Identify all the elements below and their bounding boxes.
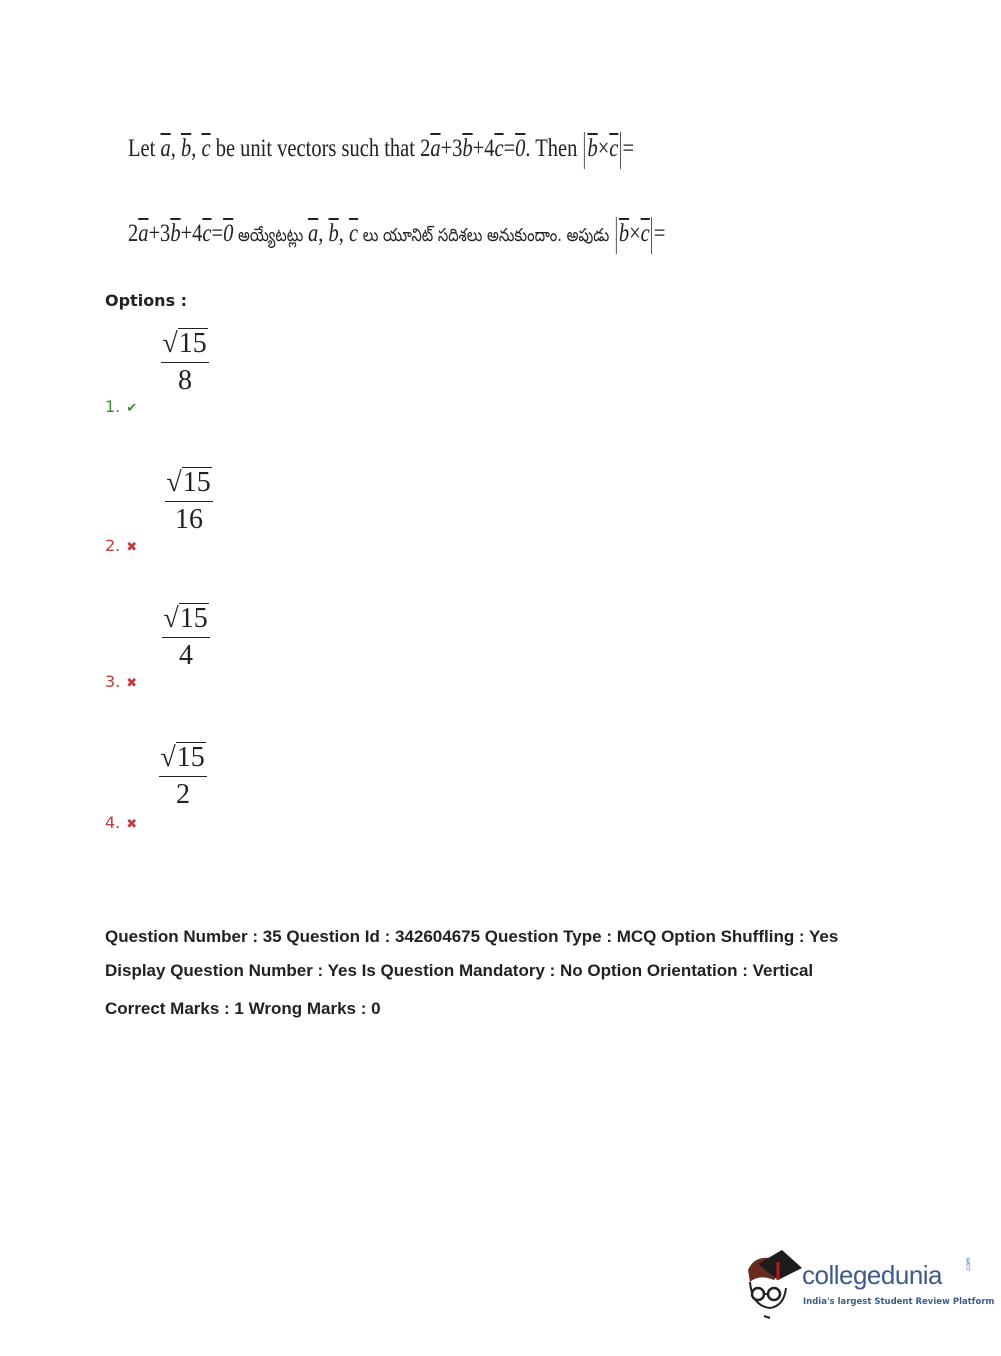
vector-symbol: $\overline{b}$ (328, 220, 339, 247)
radical-sign: √ (163, 603, 179, 634)
vector-symbol: $\overline{a}$ (307, 220, 319, 247)
logo-suffix: .com (965, 1257, 972, 1272)
magnitude-expression (584, 132, 621, 169)
option-number: 1. (105, 397, 121, 416)
telugu-text: అయ్యేటట్లు (233, 225, 308, 246)
math-text: = (622, 135, 635, 162)
option-4[interactable] (105, 734, 405, 834)
mascot-icon (744, 1250, 804, 1320)
cross-icon: ✖ (126, 540, 138, 555)
radicand: 15 (182, 467, 211, 498)
math-text: . Then (525, 135, 583, 162)
cross-icon: ✖ (126, 817, 138, 832)
math-text: +3 (148, 220, 171, 247)
options-label: Options : (105, 291, 188, 310)
vector-symbol: $\overline{c}$ (640, 220, 650, 247)
radical-sign: √ (160, 742, 176, 773)
vector-symbol: $\overline{c}$ (494, 135, 504, 162)
denominator: 2 (176, 779, 190, 810)
magnitude-expression (616, 217, 653, 254)
vector-symbol: $\overline{b}$ (180, 135, 192, 162)
math-text: , (191, 135, 202, 162)
vector-symbol: $\overline{c}$ (609, 135, 619, 162)
option-1[interactable] (105, 318, 405, 418)
cross-icon: ✖ (126, 676, 138, 691)
math-text: = (503, 135, 516, 162)
vector-symbol: $\overline{b}$ (170, 220, 181, 247)
vector-symbol: 0 (223, 220, 234, 247)
math-text: , (318, 220, 329, 247)
radicand: 15 (179, 603, 208, 634)
option-3[interactable] (105, 593, 405, 693)
math-text: = (653, 220, 666, 247)
option-number: 2. (105, 536, 121, 555)
vector-symbol: $\overline{b}$ (587, 135, 598, 162)
denominator: 16 (175, 504, 203, 535)
logo-brand: collegedunia (802, 1260, 943, 1290)
option-fraction (159, 742, 207, 810)
math-text: , (170, 135, 181, 162)
option-2[interactable] (105, 457, 405, 557)
math-text: +4 (180, 220, 203, 247)
radical-sign: √ (162, 328, 178, 359)
question-english (128, 132, 634, 169)
radicand: 15 (178, 328, 207, 359)
math-text: × (629, 220, 641, 247)
option-number: 4. (105, 813, 121, 832)
radicand: 15 (176, 742, 205, 773)
telugu-text: లు యూనిట్ సదిశలు అనుకుందాం. అపుడు (358, 225, 614, 246)
collegedunia-logo (744, 1250, 995, 1320)
vector-symbol: 0 (515, 135, 526, 162)
math-text: +4 (472, 135, 495, 162)
denominator: 4 (179, 640, 193, 671)
math-text: 2 (128, 220, 139, 247)
math-text: +3 (440, 135, 463, 162)
vector-symbol: $\overline{c}$ (348, 220, 359, 247)
option-fraction (161, 328, 209, 396)
vector-symbol: $\overline{c}$ (202, 220, 212, 247)
math-text: be unit vectors such that 2 (210, 135, 431, 162)
question-meta-line-3: Correct Marks : 1 Wrong Marks : 0 (105, 999, 381, 1018)
question-meta-line-1: Question Number : 35 Question Id : 342604675 Question Type : MCQ Option Shuffling : Yes (105, 927, 839, 946)
math-text: × (597, 135, 610, 162)
question-telugu (128, 217, 665, 254)
question-meta-line-2: Display Question Number : Yes Is Question Mandatory : No Option Orientation : Vertical (105, 961, 814, 980)
check-icon: ✔ (126, 401, 138, 416)
denominator: 8 (178, 365, 192, 396)
vector-symbol: $\overline{a}$ (430, 135, 441, 162)
math-text: , (338, 220, 349, 247)
option-fraction (165, 467, 213, 535)
vector-symbol: $\overline{c}$ (201, 135, 211, 162)
math-text: = (211, 220, 224, 247)
option-number: 3. (105, 672, 121, 691)
vector-symbol: $\overline{b}$ (618, 220, 630, 247)
logo-tagline: India's largest Student Review Platform (803, 1297, 995, 1307)
vector-symbol: $\overline{a}$ (160, 135, 171, 162)
radical-sign: √ (166, 467, 182, 498)
vector-symbol: $\overline{b}$ (462, 135, 473, 162)
option-fraction (162, 603, 210, 671)
math-text: Let (128, 135, 161, 162)
vector-symbol: $\overline{a}$ (138, 220, 149, 247)
